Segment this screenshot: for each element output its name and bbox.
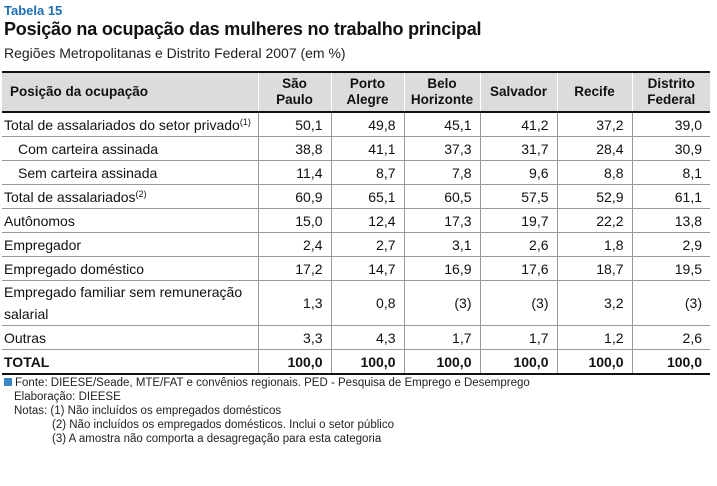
- row-label: [2, 112, 258, 137]
- cell: 37,2: [557, 112, 632, 137]
- table-label: Tabela 15: [4, 3, 63, 18]
- cell: 13,8: [632, 209, 710, 233]
- cell: 19,7: [480, 209, 557, 233]
- header-salvador: Salvador: [480, 72, 557, 112]
- row-label: [2, 185, 258, 209]
- table-row: [2, 161, 710, 185]
- cell: 14,7: [331, 257, 404, 281]
- cell: 100,0: [557, 350, 632, 375]
- cell: 60,9: [258, 185, 331, 209]
- elaboration-line: Elaboração: DIEESE: [14, 391, 121, 403]
- cell: 1,3: [258, 281, 331, 326]
- cell: 8,8: [557, 161, 632, 185]
- cell: 17,2: [258, 257, 331, 281]
- cell: 100,0: [331, 350, 404, 375]
- cell: (3): [404, 281, 480, 326]
- cell: 2,9: [632, 233, 710, 257]
- footnote-marker: (2): [135, 188, 147, 199]
- cell: 3,1: [404, 233, 480, 257]
- note-1: Notas: (1) Não incluídos os empregados domésticos: [14, 405, 282, 417]
- cell: 17,3: [404, 209, 480, 233]
- cell: 3,2: [557, 281, 632, 326]
- cell: 4,3: [331, 326, 404, 350]
- source-text: Fonte: DIEESE/Seade, MTE/FAT e convênios regionais. PED - Pesquisa de Emprego e Desemprego: [15, 377, 530, 389]
- note-2: (2) Não incluídos os empregados domésticos. Inclui o setor público: [52, 419, 394, 431]
- header-sao-paulo: [258, 72, 331, 112]
- cell: 2,7: [331, 233, 404, 257]
- header-distrito-federal: [632, 72, 710, 112]
- table-row: [2, 112, 710, 137]
- header-porto-alegre-label: Porto Alegre: [346, 76, 389, 107]
- total-row: [2, 350, 710, 375]
- row-label: Autônomos: [2, 209, 258, 233]
- cell: 30,9: [632, 137, 710, 161]
- row-label: Sem carteira assinada: [2, 161, 258, 185]
- cell: 11,4: [258, 161, 331, 185]
- table-subtitle: Regiões Metropolitanas e Distrito Federal 2007 (em %): [4, 45, 346, 61]
- row-label: TOTAL: [2, 350, 258, 375]
- footnote-marker: (1): [239, 116, 251, 127]
- row-label: Empregador: [2, 233, 258, 257]
- cell: 8,7: [331, 161, 404, 185]
- header-recife: Recife: [557, 72, 632, 112]
- source-line: [4, 376, 530, 390]
- cell: 9,6: [480, 161, 557, 185]
- cell: 12,4: [331, 209, 404, 233]
- cell: 50,1: [258, 112, 331, 137]
- header-belo-horizonte-label: Belo Horizonte: [410, 76, 474, 107]
- note-3: (3) A amostra não comporta a desagregação para esta categoria: [52, 433, 382, 445]
- row-label: Empregado familiar sem remuneração salarial: [2, 281, 258, 326]
- cell: 3,3: [258, 326, 331, 350]
- cell: 41,2: [480, 112, 557, 137]
- cell: 100,0: [404, 350, 480, 375]
- table-title: Posição na ocupação das mulheres no trabalho principal: [4, 19, 482, 39]
- cell: 49,8: [331, 112, 404, 137]
- table-row: [2, 185, 710, 209]
- cell: 0,8: [331, 281, 404, 326]
- header-row: [2, 72, 710, 112]
- cell: 100,0: [480, 350, 557, 375]
- cell: 65,1: [331, 185, 404, 209]
- footnotes: [4, 376, 530, 446]
- row-label-text: Total de assalariados do setor privado: [4, 116, 240, 133]
- cell: 2,6: [480, 233, 557, 257]
- data-table: [2, 71, 710, 375]
- header-belo-horizonte: [404, 72, 480, 112]
- cell: 37,3: [404, 137, 480, 161]
- cell: 1,8: [557, 233, 632, 257]
- cell: 39,0: [632, 112, 710, 137]
- cell: 45,1: [404, 112, 480, 137]
- header-distrito-federal-label: Distrito Federal: [647, 76, 696, 107]
- cell: 61,1: [632, 185, 710, 209]
- cell: 2,4: [258, 233, 331, 257]
- cell: 60,5: [404, 185, 480, 209]
- square-bullet-icon: [4, 378, 12, 386]
- cell: 7,8: [404, 161, 480, 185]
- cell: 15,0: [258, 209, 331, 233]
- cell: 1,7: [404, 326, 480, 350]
- header-posicao: Posição da ocupação: [10, 84, 149, 99]
- cell: 100,0: [632, 350, 710, 375]
- cell: 1,2: [557, 326, 632, 350]
- row-label: Com carteira assinada: [2, 137, 258, 161]
- cell: 19,5: [632, 257, 710, 281]
- cell: 17,6: [480, 257, 557, 281]
- row-label: Empregado doméstico: [2, 257, 258, 281]
- table-row: [2, 233, 710, 257]
- cell: (3): [480, 281, 557, 326]
- cell: 18,7: [557, 257, 632, 281]
- cell: (3): [632, 281, 710, 326]
- cell: 38,8: [258, 137, 331, 161]
- table-row: [2, 326, 710, 350]
- cell: 2,6: [632, 326, 710, 350]
- table-row: [2, 209, 710, 233]
- cell: 28,4: [557, 137, 632, 161]
- cell: 31,7: [480, 137, 557, 161]
- cell: 22,2: [557, 209, 632, 233]
- header-porto-alegre: [331, 72, 404, 112]
- cell: 8,1: [632, 161, 710, 185]
- row-label-text: Total de assalariados: [4, 188, 136, 205]
- cell: 52,9: [557, 185, 632, 209]
- cell: 100,0: [258, 350, 331, 375]
- table-row: [2, 281, 710, 326]
- header-sao-paulo-label: São Paulo: [276, 76, 313, 107]
- table-row: [2, 137, 710, 161]
- table-row: [2, 257, 710, 281]
- cell: 1,7: [480, 326, 557, 350]
- cell: 16,9: [404, 257, 480, 281]
- cell: 57,5: [480, 185, 557, 209]
- cell: 41,1: [331, 137, 404, 161]
- row-label: Outras: [2, 326, 258, 350]
